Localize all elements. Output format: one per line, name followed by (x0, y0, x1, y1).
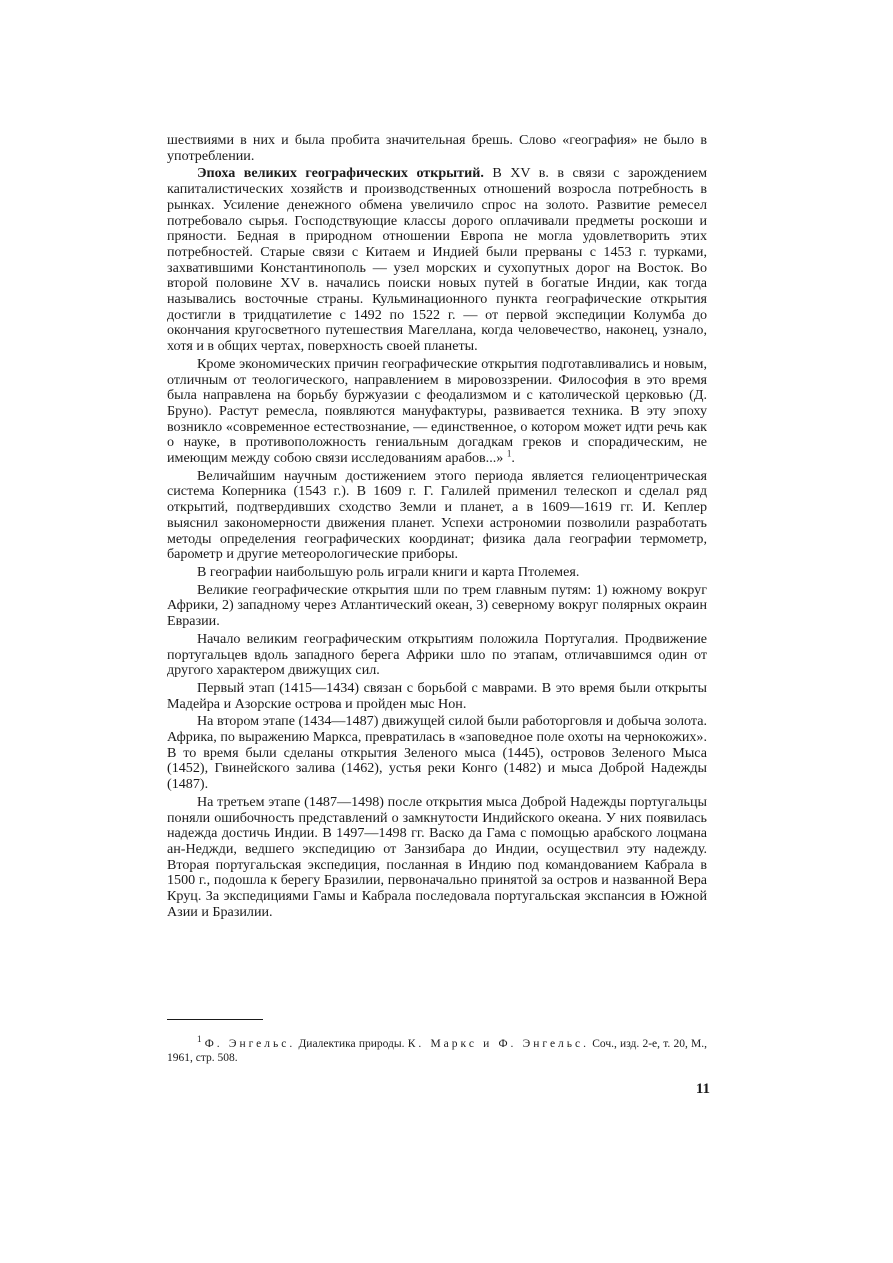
page-number: 11 (695, 1081, 710, 1097)
paragraph (167, 357, 707, 467)
paragraph: Первый этап (1415—1434) связан с борьбой с маврами. В это время были открыты Мадейра и Азорские острова и пройден мыс Нон. (167, 679, 707, 712)
paragraph: На втором этапе (1434—1487) движущей силой были работорговля и добыча золота. Африка, по выражению Маркса, превратилась в «заповедное поле охоты на чернокожих». В то время были сделаны открытия Зеленого мыса (1445), островов Зеленого Мыса (1452), Гвинейского залива (1462), устья реки Конго (1482) и мыса Доброй Надежды (1487). (167, 713, 707, 793)
page-body (167, 133, 707, 920)
paragraph: Начало великим географическим открытиям положила Португалия. Продвижение португальцев вдоль западного берега Африки шло по этапам, отличавшимся один от другого характером движущих сил. (167, 630, 707, 679)
paragraph: Величайшим научным достижением этого периода является гелиоцентрическая система Коперника (1543 г.). В 1609 г. Г. Галилей применил телескоп и сделал ряд открытий, подтвердивших сходство Земли и планет, а в 1609—1619 гг. И. Кеплер выяснил закономерности движения планет. Успехи астрономии позволили разработать методы определения географических координат; физика дала географии термометр, барометр и другие метеорологические приборы. (167, 467, 707, 563)
footnote-author: К. Маркс и Ф. Энгельс. (407, 1038, 590, 1050)
footnote (167, 1034, 708, 1065)
paragraph: Великие географические открытия шли по трем главным путям: 1) южному вокруг Африки, 2) западному через Атлантический океан, 3) северному вокруг полярных окраин Евразии. (167, 581, 707, 630)
footnote-author: Ф. Энгельс. (204, 1038, 296, 1050)
footnote-text: Соч., изд. 2-е, т. 20, М., 1961, стр. 508. (167, 1038, 708, 1064)
paragraph-text: В XV в. в связи с зарождением капиталистических хозяйств и производственных отношений возросла потребность в рынках. Усиление денежного обмена увеличило спрос на золото. Развитие ремесел потребовало сырья. Господствующие классы дорого оплачивали предметы роскоши и пряности. Бедная в природном отношении Европа не могла удовлетворить этих потребностей. Старые связи с Китаем и Индией были прерваны с 1453 г. турками, захватившими Константинополь — узел морских и сухопутных дорог на Восток. Во второй половине XV в. начались поиски новых путей в богатые Индии, как тогда назывались восточные страны. Кульминационного пункта географические открытия достигли в тридцатилетие с 1492 по 1522 г. — от первой экспедиции Колумба до окончания кругосветного путешествия Магеллана, когда человечество, наконец, узнало, хотя и в общих чертах, поверхность своей планеты. (167, 165, 707, 355)
paragraph-tail: . (511, 450, 515, 467)
paragraph: В географии наибольшую роль играли книги и карта Птолемея. (197, 563, 580, 580)
paragraph: На третьем этапе (1487—1498) после открытия мыса Доброй Надежды португальцы поняли ошибочность представлений о замкнутости Индийского океана. У них появилась надежда достичь Индии. В 1497—1498 гг. Васко да Гама с помощью арабского лоцмана ан-Неджди, ведшего экспедицию от Занзибара до Индии, осуществил эту надежду. Вторая португальская экспедиция, посланная в Индию под командованием Кабрала в 1500 г., подошла к берегу Бразилии, первоначально принятой за остров и названной Вера Круц. За экспедициями Гамы и Кабрала последовала португальская экспансия в Южной Азии и Бразилии. (167, 793, 707, 920)
footnote-marker: 1 (197, 1034, 202, 1045)
footnote-divider (167, 1019, 263, 1020)
footnote-text: Диалектика природы. (295, 1038, 408, 1050)
paragraph: шествиями в них и была пробита значительная брешь. Слово «география» не было в употреблении. (167, 132, 707, 164)
paragraph-text: Кроме экономических причин географические открытия подготавливались и новым, отличным от теологического, направлением в мировоззрении. Философия в это время была направлена на борьбу буржуазии с феодализмом и с католической церковью (Д. Бруно). Растут ремесла, появляются мануфактуры, развивается техника. В эту эпоху возникло «современное естествознание, — единственное, о котором может идти речь как о науке, в противоположность гениальным догадкам греков и спорадическим, не имеющим между собою связи исследованиям арабов...» (167, 355, 707, 467)
footnote-ref: 1 (506, 448, 512, 459)
section-heading: Эпоха великих географических открытий. (197, 165, 484, 182)
paragraph (167, 166, 707, 354)
